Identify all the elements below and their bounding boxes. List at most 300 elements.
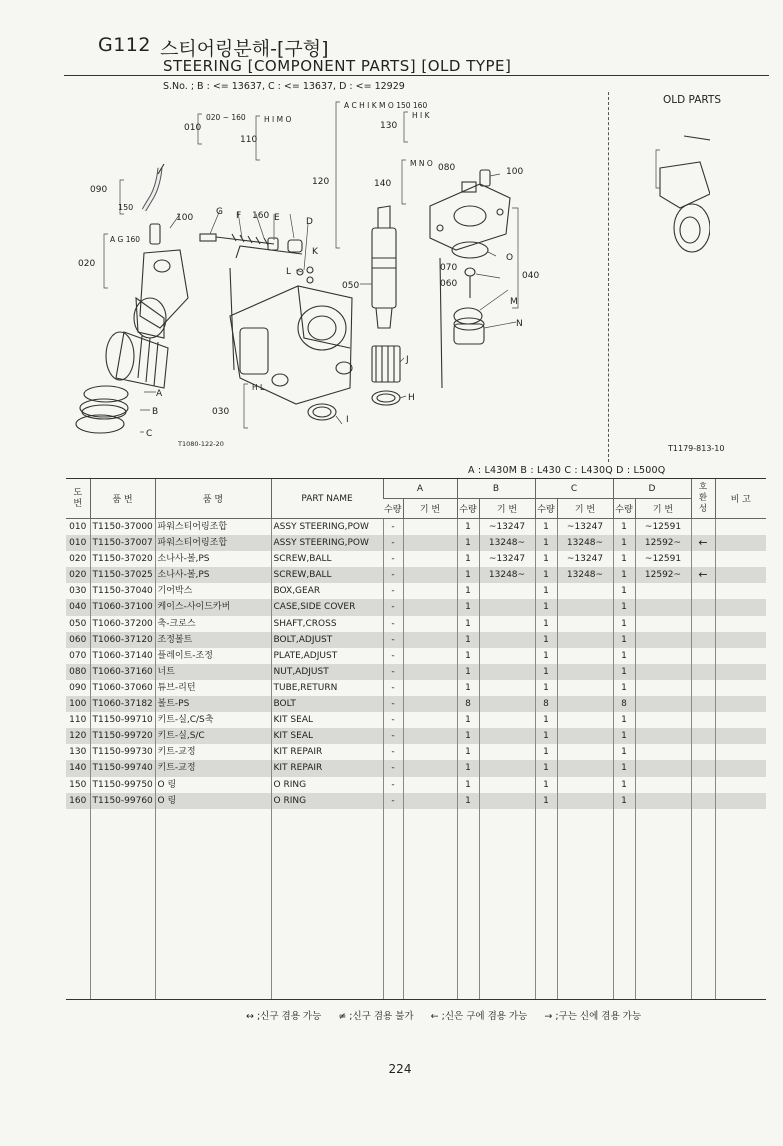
cell-part-name: O RING bbox=[271, 793, 383, 809]
cell-ref: 140 bbox=[66, 760, 90, 776]
cell-part-no: T1150-37040 bbox=[90, 583, 155, 599]
cell-c-qty: 1 bbox=[535, 535, 557, 551]
cell-part-name: BOLT,ADJUST bbox=[271, 632, 383, 648]
cell-c-sn: 13248~ bbox=[557, 567, 613, 583]
cell-c-sn bbox=[557, 599, 613, 615]
table-empty-space bbox=[66, 809, 766, 1000]
cell-name-ko: O 링 bbox=[155, 777, 271, 793]
ref-060: 060 bbox=[440, 279, 458, 289]
cell-name-ko: 소나사-볼,PS bbox=[155, 567, 271, 583]
cell-d-sn: ~12591 bbox=[635, 551, 691, 567]
cell-c-sn: 13248~ bbox=[557, 535, 613, 551]
cell-c-qty: 1 bbox=[535, 728, 557, 744]
col-model-b: B bbox=[457, 479, 535, 499]
cell-b-sn bbox=[479, 583, 535, 599]
legend-item: ≠ ;신구 겸용 불가 bbox=[338, 1011, 414, 1022]
cell-name-ko: 축-크로스 bbox=[155, 616, 271, 632]
col-part-name: PART NAME bbox=[271, 479, 383, 519]
cell-d-qty: 8 bbox=[613, 696, 635, 712]
ref-K: K bbox=[312, 247, 318, 257]
col-part-no: 품 번 bbox=[90, 479, 155, 519]
cell-a-sn bbox=[403, 712, 457, 728]
empty-cell bbox=[403, 809, 457, 1000]
cell-part-name: ASSY STEERING,POW bbox=[271, 519, 383, 536]
cell-b-qty: 1 bbox=[457, 744, 479, 760]
cell-compat bbox=[691, 551, 715, 567]
ref-110: 110 bbox=[240, 135, 258, 145]
cell-d-sn bbox=[635, 616, 691, 632]
cell-a-sn bbox=[403, 760, 457, 776]
cell-name-ko: 소나사-볼,PS bbox=[155, 551, 271, 567]
cell-d-sn bbox=[635, 696, 691, 712]
cell-d-sn bbox=[635, 777, 691, 793]
cell-remarks bbox=[715, 599, 766, 615]
cell-c-qty: 1 bbox=[535, 712, 557, 728]
cell-remarks bbox=[715, 616, 766, 632]
ref-M: M bbox=[510, 297, 518, 307]
cell-part-no: T1150-37000 bbox=[90, 519, 155, 536]
cell-ref: 150 bbox=[69, 779, 87, 790]
ref-bracket-020: A G 160 bbox=[110, 235, 141, 244]
ref-F: F bbox=[236, 211, 242, 221]
exploded-diagram bbox=[60, 88, 710, 458]
figure-code-left: T1080-122-20 bbox=[178, 440, 224, 448]
cell-b-sn: ~13247 bbox=[479, 519, 535, 536]
cell-b-qty: 1 bbox=[457, 680, 479, 696]
ref-D: D bbox=[306, 217, 313, 227]
cell-name-ko: 케이스-사이드카버 bbox=[155, 599, 271, 615]
empty-cell bbox=[635, 809, 691, 1000]
cell-b-sn bbox=[479, 599, 535, 615]
table-row bbox=[66, 616, 766, 632]
table-row bbox=[66, 680, 766, 696]
legend-item: ← ;신은 구에 겸용 가능 bbox=[430, 1011, 528, 1022]
cell-b-sn bbox=[479, 648, 535, 664]
cell-c-qty: 1 bbox=[535, 793, 557, 809]
cell-d-qty: 1 bbox=[613, 728, 635, 744]
cell-compat: ← bbox=[691, 567, 715, 583]
cell-remarks bbox=[715, 728, 766, 744]
ref-070: 070 bbox=[440, 263, 458, 273]
cell-ref: 030 bbox=[69, 586, 87, 597]
cell-b-sn: 13248~ bbox=[479, 567, 535, 583]
cell-remarks bbox=[715, 583, 766, 599]
ref-bracket-090: 150 bbox=[118, 203, 134, 212]
cell-b-sn bbox=[479, 777, 535, 793]
cell-c-qty: 1 bbox=[535, 599, 557, 615]
cell-ref: 130 bbox=[69, 747, 87, 758]
cell-part-name: TUBE,RETURN bbox=[271, 680, 383, 696]
cell-d-qty: 1 bbox=[613, 519, 635, 536]
cell-remarks bbox=[715, 664, 766, 680]
cell-ref: 120 bbox=[66, 728, 90, 744]
cell-b-sn bbox=[479, 793, 535, 809]
cell-b-qty: 1 bbox=[457, 535, 479, 551]
cell-part-name: SCREW,BALL bbox=[271, 551, 383, 567]
cell-remarks bbox=[715, 760, 766, 776]
cell-name-ko: O 링 bbox=[155, 793, 271, 809]
cell-d-qty: 1 bbox=[613, 599, 635, 615]
cell-d-qty: 1 bbox=[613, 777, 635, 793]
cell-b-qty: 1 bbox=[457, 551, 479, 567]
cell-name-ko: 너트 bbox=[155, 664, 271, 680]
cell-ref: 160 bbox=[66, 793, 90, 809]
cell-d-qty: 1 bbox=[613, 744, 635, 760]
cell-a-sn bbox=[403, 632, 457, 648]
cell-part-no: T1150-37020 bbox=[90, 551, 155, 567]
cell-part-name: NUT,ADJUST bbox=[271, 664, 383, 680]
cell-part-no: T1060-37200 bbox=[90, 616, 155, 632]
cell-d-sn bbox=[635, 712, 691, 728]
page-number: 224 bbox=[388, 1062, 412, 1076]
cell-compat bbox=[691, 519, 715, 536]
cell-d-sn bbox=[635, 632, 691, 648]
cell-compat bbox=[691, 777, 715, 793]
col-ref: 도 번 bbox=[66, 479, 90, 519]
cell-a-qty: - bbox=[383, 744, 403, 760]
parts-table bbox=[66, 478, 766, 1000]
cell-remarks bbox=[715, 744, 766, 760]
cell-ref: 110 bbox=[69, 715, 87, 726]
cell-compat bbox=[691, 616, 715, 632]
cell-compat bbox=[691, 728, 715, 744]
cell-a-sn bbox=[403, 535, 457, 551]
cell-c-qty: 1 bbox=[535, 760, 557, 776]
cell-b-sn bbox=[479, 760, 535, 776]
cell-compat: ← bbox=[691, 535, 715, 551]
cell-d-qty: 1 bbox=[613, 664, 635, 680]
cell-part-name: BOX,GEAR bbox=[271, 583, 383, 599]
cell-ref: 020 bbox=[66, 567, 90, 583]
cell-part-name: KIT REPAIR bbox=[271, 760, 383, 776]
legend-item: ↔ ;신구 겸용 가능 bbox=[246, 1011, 322, 1022]
cell-a-qty: - bbox=[383, 583, 403, 599]
cell-ref: 060 bbox=[66, 632, 90, 648]
empty-cell bbox=[383, 809, 403, 1000]
empty-cell bbox=[715, 809, 766, 1000]
cell-ref: 010 bbox=[66, 535, 90, 551]
cell-compat bbox=[691, 680, 715, 696]
empty-cell bbox=[535, 809, 557, 1000]
ref-O: O bbox=[506, 253, 514, 263]
ref-I: I bbox=[346, 415, 349, 425]
cell-b-qty: 1 bbox=[457, 793, 479, 809]
col-model-d: D bbox=[613, 479, 691, 499]
cell-d-qty: 1 bbox=[613, 583, 635, 599]
cell-c-sn bbox=[557, 680, 613, 696]
cell-name-ko: 볼트-PS bbox=[155, 696, 271, 712]
cell-c-sn bbox=[557, 648, 613, 664]
cell-c-sn bbox=[557, 664, 613, 680]
cell-b-sn bbox=[479, 664, 535, 680]
cell-a-sn bbox=[403, 648, 457, 664]
col-b-serial: 기 번 bbox=[479, 499, 535, 519]
ref-040: 040 bbox=[522, 271, 540, 281]
col-d-serial: 기 번 bbox=[635, 499, 691, 519]
cell-a-sn bbox=[403, 680, 457, 696]
cell-part-no: T1060-37100 bbox=[90, 599, 155, 615]
cell-c-sn bbox=[557, 583, 613, 599]
cell-part-no: T1060-37060 bbox=[90, 680, 155, 696]
cell-d-qty: 1 bbox=[613, 551, 635, 567]
cell-c-sn bbox=[557, 760, 613, 776]
cell-name-ko: 튜브-리턴 bbox=[155, 680, 271, 696]
cell-c-qty: 1 bbox=[535, 567, 557, 583]
cell-remarks bbox=[715, 535, 766, 551]
cell-part-no: T1150-37007 bbox=[90, 535, 155, 551]
cell-compat bbox=[691, 632, 715, 648]
cell-d-sn: 12592~ bbox=[635, 567, 691, 583]
cell-a-qty: - bbox=[383, 760, 403, 776]
cell-part-name: ASSY STEERING,POW bbox=[271, 535, 383, 551]
cell-remarks bbox=[715, 680, 766, 696]
cell-part-no: T1150-99720 bbox=[90, 728, 155, 744]
cell-part-name: KIT REPAIR bbox=[271, 744, 383, 760]
cell-remarks bbox=[715, 777, 766, 793]
ref-N: N bbox=[516, 319, 523, 329]
table-row bbox=[66, 535, 766, 551]
cell-part-name: BOLT bbox=[271, 696, 383, 712]
cell-b-qty: 1 bbox=[457, 519, 479, 536]
col-a-qty: 수량 bbox=[383, 499, 403, 519]
cell-part-no: T1060-37120 bbox=[90, 632, 155, 648]
cell-d-qty: 1 bbox=[613, 567, 635, 583]
cell-name-ko: 키트-실,S/C bbox=[155, 728, 271, 744]
ref-010: 010 bbox=[184, 123, 202, 133]
cell-name-ko: 키트-실,C/S축 bbox=[155, 712, 271, 728]
ref-bracket-110: H I M O bbox=[264, 115, 292, 124]
ref-100-left: 100 bbox=[176, 213, 194, 223]
cell-d-sn bbox=[635, 583, 691, 599]
cell-remarks bbox=[715, 793, 766, 809]
cell-d-sn bbox=[635, 760, 691, 776]
col-a-serial: 기 번 bbox=[403, 499, 457, 519]
cell-d-qty: 1 bbox=[613, 632, 635, 648]
ref-140: 140 bbox=[374, 179, 392, 189]
empty-cell bbox=[691, 809, 715, 1000]
table-row bbox=[66, 696, 766, 712]
cell-a-qty: - bbox=[383, 793, 403, 809]
old-parts-label: OLD PARTS bbox=[663, 94, 721, 106]
table-row bbox=[66, 567, 766, 583]
cell-a-sn bbox=[403, 777, 457, 793]
cell-c-sn bbox=[557, 632, 613, 648]
cell-b-qty: 1 bbox=[457, 632, 479, 648]
cell-part-name: O RING bbox=[271, 777, 383, 793]
cell-a-sn bbox=[403, 744, 457, 760]
cell-name-ko: 기어박스 bbox=[155, 583, 271, 599]
header-rule bbox=[64, 75, 769, 76]
cell-c-qty: 8 bbox=[535, 696, 557, 712]
ref-bracket-140: M N O bbox=[410, 159, 433, 168]
cell-a-qty: - bbox=[383, 696, 403, 712]
col-d-qty: 수량 bbox=[613, 499, 635, 519]
cell-d-sn bbox=[635, 680, 691, 696]
cell-b-qty: 1 bbox=[457, 616, 479, 632]
cell-d-sn bbox=[635, 664, 691, 680]
cell-b-qty: 1 bbox=[457, 728, 479, 744]
cell-remarks bbox=[715, 696, 766, 712]
ref-020: 020 bbox=[78, 259, 96, 269]
cell-part-no: T1150-99710 bbox=[90, 712, 155, 728]
cell-b-sn bbox=[479, 712, 535, 728]
cell-c-qty: 1 bbox=[535, 519, 557, 536]
cell-part-name: PLATE,ADJUST bbox=[271, 648, 383, 664]
cell-c-sn bbox=[557, 728, 613, 744]
cell-ref: 020 bbox=[69, 554, 87, 565]
cell-a-qty: - bbox=[383, 648, 403, 664]
cell-c-sn bbox=[557, 696, 613, 712]
model-legend: A : L430M B : L430 C : L430Q D : L500Q bbox=[468, 465, 666, 476]
ref-H: H bbox=[408, 393, 415, 403]
table-row bbox=[66, 519, 766, 536]
cell-ref: 090 bbox=[69, 682, 87, 693]
ref-B: B bbox=[152, 407, 159, 417]
cell-b-qty: 1 bbox=[457, 583, 479, 599]
diagram-divider bbox=[608, 92, 609, 462]
table-row bbox=[66, 760, 766, 776]
cell-a-sn bbox=[403, 567, 457, 583]
empty-cell bbox=[479, 809, 535, 1000]
cell-c-sn bbox=[557, 712, 613, 728]
ref-130: 130 bbox=[380, 121, 398, 131]
cell-part-name: SCREW,BALL bbox=[271, 567, 383, 583]
cell-part-name: KIT SEAL bbox=[271, 712, 383, 728]
cell-a-sn bbox=[403, 696, 457, 712]
cell-a-sn bbox=[403, 599, 457, 615]
legend-item: → ;구는 신에 겸용 가능 bbox=[544, 1011, 641, 1022]
cell-a-qty: - bbox=[383, 632, 403, 648]
cell-remarks bbox=[715, 567, 766, 583]
cell-part-name: KIT SEAL bbox=[271, 728, 383, 744]
cell-part-name: SHAFT,CROSS bbox=[271, 616, 383, 632]
cell-c-sn: ~13247 bbox=[557, 519, 613, 536]
cell-b-sn bbox=[479, 632, 535, 648]
compatibility-legend bbox=[246, 1008, 655, 1022]
cell-d-qty: 1 bbox=[613, 712, 635, 728]
col-model-a: A bbox=[383, 479, 457, 499]
cell-c-qty: 1 bbox=[535, 583, 557, 599]
ref-bracket-030: H L bbox=[252, 383, 265, 392]
ref-030: 030 bbox=[212, 407, 230, 417]
col-c-serial: 기 번 bbox=[557, 499, 613, 519]
cell-d-sn: 12592~ bbox=[635, 535, 691, 551]
ref-080: 080 bbox=[438, 163, 456, 173]
cell-a-sn bbox=[403, 519, 457, 536]
empty-cell bbox=[457, 809, 479, 1000]
cell-compat bbox=[691, 760, 715, 776]
cell-d-sn bbox=[635, 728, 691, 744]
cell-b-qty: 1 bbox=[457, 777, 479, 793]
table-row bbox=[66, 583, 766, 599]
cell-c-sn bbox=[557, 793, 613, 809]
serial-range: S.No. ; B : <= 13637, C : <= 13637, D : <= 12929 bbox=[163, 81, 405, 92]
cell-d-qty: 1 bbox=[613, 616, 635, 632]
cell-d-qty: 1 bbox=[613, 648, 635, 664]
cell-d-sn: ~12591 bbox=[635, 519, 691, 536]
empty-cell bbox=[557, 809, 613, 1000]
cell-b-sn: ~13247 bbox=[479, 551, 535, 567]
cell-a-qty: - bbox=[383, 599, 403, 615]
ref-G: G bbox=[216, 207, 223, 217]
cell-c-qty: 1 bbox=[535, 632, 557, 648]
cell-a-qty: - bbox=[383, 519, 403, 536]
cell-b-sn bbox=[479, 616, 535, 632]
cell-part-no: T1150-99750 bbox=[90, 777, 155, 793]
cell-compat bbox=[691, 648, 715, 664]
cell-b-qty: 1 bbox=[457, 648, 479, 664]
cell-ref: 080 bbox=[66, 664, 90, 680]
cell-b-qty: 1 bbox=[457, 712, 479, 728]
title-english: STEERING [COMPONENT PARTS] [OLD TYPE] bbox=[163, 57, 512, 75]
ref-L: L bbox=[286, 267, 292, 277]
cell-part-name: CASE,SIDE COVER bbox=[271, 599, 383, 615]
col-b-qty: 수량 bbox=[457, 499, 479, 519]
empty-cell bbox=[90, 809, 155, 1000]
cell-d-qty: 1 bbox=[613, 680, 635, 696]
cell-compat bbox=[691, 599, 715, 615]
table-row bbox=[66, 632, 766, 648]
cell-c-sn bbox=[557, 744, 613, 760]
col-compat: 호 환 성 bbox=[691, 479, 715, 519]
cell-ref: 040 bbox=[66, 599, 90, 615]
cell-ref: 100 bbox=[66, 696, 90, 712]
cell-name-ko: 키트-교정 bbox=[155, 744, 271, 760]
cell-a-sn bbox=[403, 616, 457, 632]
cell-d-sn bbox=[635, 744, 691, 760]
cell-c-qty: 1 bbox=[535, 777, 557, 793]
cell-a-qty: - bbox=[383, 535, 403, 551]
cell-b-qty: 1 bbox=[457, 567, 479, 583]
col-name-ko: 품 명 bbox=[155, 479, 271, 519]
title-korean: 스티어링분해-[구형] bbox=[160, 38, 329, 60]
cell-compat bbox=[691, 712, 715, 728]
ref-120: 120 bbox=[312, 177, 330, 187]
figure-code-right: T1179-813-10 bbox=[668, 444, 725, 453]
cell-name-ko: 조정볼트 bbox=[155, 632, 271, 648]
cell-remarks bbox=[715, 551, 766, 567]
cell-a-qty: - bbox=[383, 551, 403, 567]
cell-a-sn bbox=[403, 551, 457, 567]
cell-c-qty: 1 bbox=[535, 664, 557, 680]
empty-cell bbox=[271, 809, 383, 1000]
cell-name-ko: 파워스티어링조합 bbox=[155, 519, 271, 536]
section-code: G112 bbox=[98, 34, 151, 56]
ref-bracket-120: A C H I K M O 150 160 bbox=[344, 101, 428, 110]
cell-a-sn bbox=[403, 728, 457, 744]
cell-d-sn bbox=[635, 599, 691, 615]
cell-a-sn bbox=[403, 664, 457, 680]
table-row bbox=[66, 712, 766, 728]
cell-b-qty: 8 bbox=[457, 696, 479, 712]
ref-J: J bbox=[406, 355, 409, 365]
cell-compat bbox=[691, 664, 715, 680]
cell-b-qty: 1 bbox=[457, 664, 479, 680]
cell-a-qty: - bbox=[383, 664, 403, 680]
cell-d-qty: 1 bbox=[613, 760, 635, 776]
cell-a-qty: - bbox=[383, 728, 403, 744]
cell-a-sn bbox=[403, 583, 457, 599]
cell-part-no: T1150-37025 bbox=[90, 567, 155, 583]
cell-name-ko: 플레이트-조정 bbox=[155, 648, 271, 664]
cell-part-no: T1060-37140 bbox=[90, 648, 155, 664]
cell-c-sn bbox=[557, 777, 613, 793]
cell-a-sn bbox=[403, 793, 457, 809]
col-c-qty: 수량 bbox=[535, 499, 557, 519]
ref-bracket-010: 020 ~ 160 bbox=[206, 113, 246, 122]
cell-b-qty: 1 bbox=[457, 760, 479, 776]
ref-C: C bbox=[146, 429, 153, 439]
